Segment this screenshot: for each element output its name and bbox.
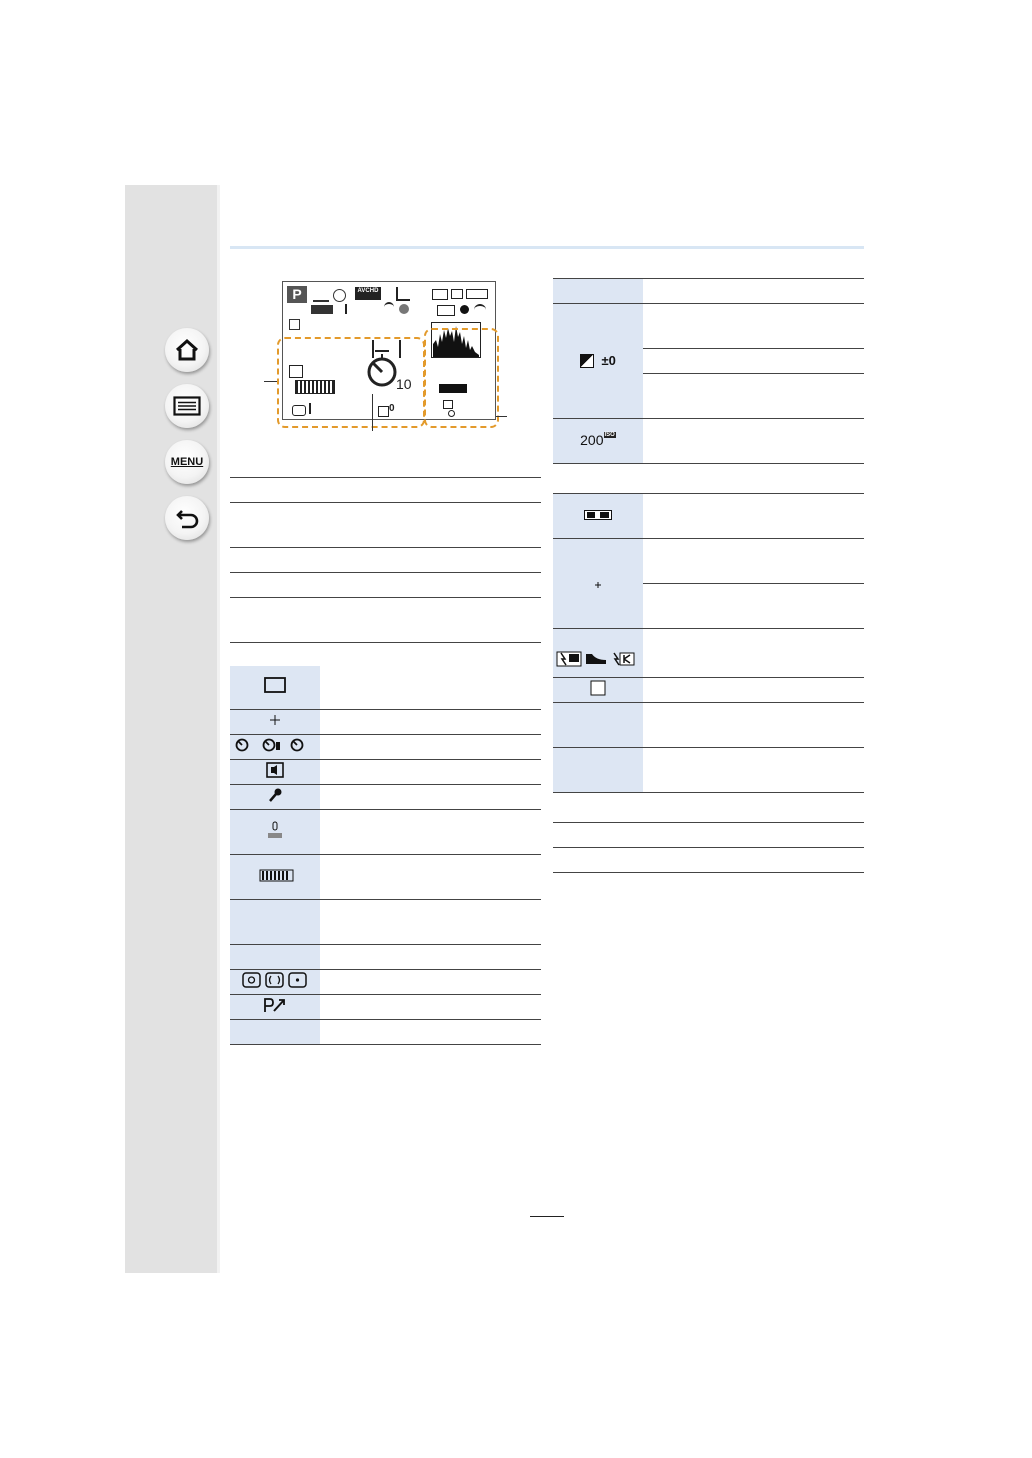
table-row: [230, 503, 541, 548]
af-point-row: [553, 539, 643, 629]
table-row: [553, 629, 643, 678]
face-detect-icon: [384, 302, 394, 316]
iso-value: 200: [580, 432, 604, 448]
callout-zone-left: [277, 337, 425, 428]
table-row: [553, 703, 643, 748]
right-table: [553, 278, 864, 873]
microphone-icon: [267, 787, 283, 803]
battery-level-icon: [466, 289, 488, 299]
table-row: [553, 464, 864, 494]
table-row: [230, 995, 320, 1020]
battery-icon: [432, 289, 448, 300]
table-row: [553, 494, 643, 539]
camera-icon: [437, 305, 455, 316]
bracket-icon: [584, 510, 612, 520]
table-row: [230, 598, 541, 643]
table-row: [230, 478, 541, 503]
table-row: [230, 900, 320, 945]
focus-mode-icon: [396, 287, 410, 301]
wifi-icon: [474, 304, 486, 316]
table-row: [230, 643, 541, 668]
contents-button[interactable]: [165, 384, 209, 428]
menu-button[interactable]: [165, 440, 209, 484]
recording-mode-badge: P: [287, 286, 307, 303]
crosshair-icon: [269, 714, 281, 726]
back-button[interactable]: [165, 496, 209, 540]
blank-frame-icon: [264, 677, 286, 693]
white-box-icon: [590, 680, 606, 696]
wb-icon: [399, 304, 409, 314]
table-row: [230, 710, 320, 735]
table-row: [230, 855, 320, 900]
callout-line-center: [372, 394, 373, 431]
exposure-comp-label: ±0: [601, 353, 616, 369]
silent-mode-icon: [266, 762, 284, 778]
metering-mode-icons: [242, 972, 308, 988]
table-row: [230, 735, 320, 760]
section-header-rule: [230, 246, 864, 249]
left-icon-table: [230, 666, 541, 1045]
table-row: [553, 279, 643, 304]
table-row: [230, 785, 320, 810]
quality-icon: [333, 289, 346, 302]
program-shift-icon: [263, 997, 287, 1013]
home-button[interactable]: [165, 328, 209, 372]
table-row: [553, 823, 864, 848]
af-point-icon: [595, 582, 601, 588]
table-row: [553, 793, 864, 823]
menu-label: MENU: [170, 456, 204, 468]
page-number-rule: [530, 1216, 564, 1217]
card-icon: [289, 319, 300, 330]
drive-mode-icon: [451, 289, 463, 299]
zoom-mic-icon: [265, 820, 285, 840]
table-row: [230, 1020, 320, 1045]
table-row: [230, 548, 541, 573]
avchd-badge: AVCHD: [355, 287, 381, 300]
picture-size-icon: [313, 290, 329, 302]
table-row: [553, 419, 643, 464]
table-row: [553, 678, 643, 703]
callout-line-right: [496, 416, 507, 417]
table-row: [553, 848, 864, 873]
flash-off-icon: [345, 304, 354, 314]
table-row: [230, 970, 320, 995]
mic-level-icon: [256, 867, 294, 883]
callout-zone-right: [424, 328, 499, 428]
flash-wb-icons: [556, 650, 640, 668]
table-row: [230, 810, 320, 855]
record-dot-icon: [460, 305, 469, 314]
home-icon: [174, 338, 200, 362]
exposure-comp-row: [553, 304, 643, 419]
back-arrow-icon: [174, 507, 200, 529]
iso-tag: ISO: [604, 432, 615, 438]
exposure-comp-icon: [580, 354, 594, 368]
table-row: [230, 760, 320, 785]
table-row: [230, 573, 541, 598]
left-upper-table: [230, 477, 541, 668]
table-row: [230, 945, 320, 970]
table-row: [230, 666, 320, 710]
list-icon: [173, 396, 201, 416]
callout-line-left: [264, 381, 277, 382]
exposure-value: 0: [389, 403, 395, 414]
table-row: [553, 748, 643, 793]
self-timer-number: 10: [396, 376, 412, 392]
stabilizer-icon: [311, 305, 333, 314]
self-timer-icons: [235, 736, 315, 754]
